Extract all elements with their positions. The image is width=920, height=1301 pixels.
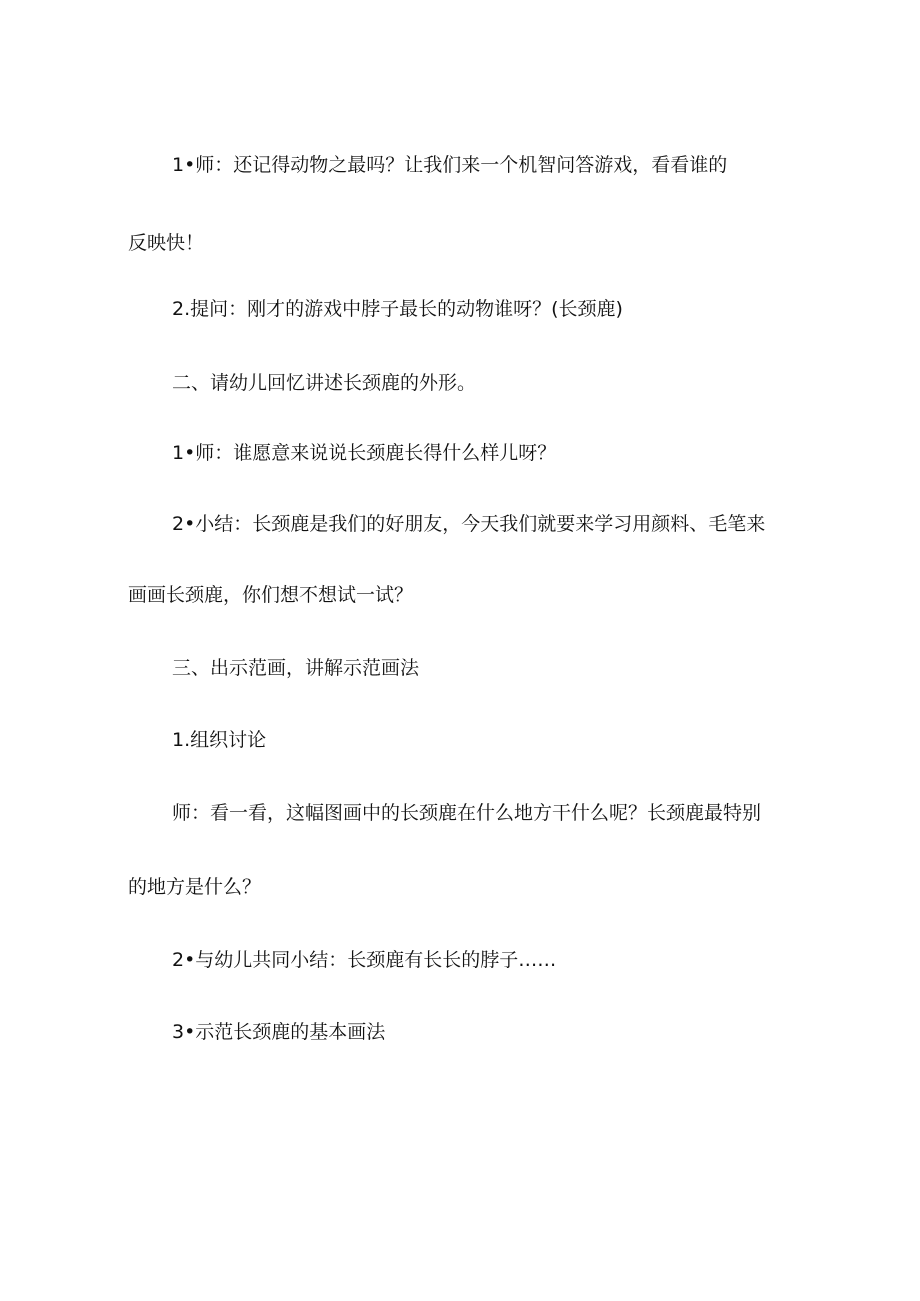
section-heading: 三、出示范画，讲解示范画法 (172, 657, 420, 679)
paragraph-line: 2•小结：长颈鹿是我们的好朋友，今天我们就要来学习用颜料、毛笔来 (172, 513, 766, 535)
paragraph-line: 师：看一看，这幅图画中的长颈鹿在什么地方干什么呢？长颈鹿最特别 (172, 802, 762, 824)
paragraph-line: 1•师：谁愿意来说说长颈鹿长得什么样儿呀？ (172, 442, 557, 464)
paragraph-line: 的地方是什么？ (128, 876, 262, 898)
paragraph-line: 画画长颈鹿，你们想不想试一试？ (128, 584, 414, 606)
paragraph-line: 3•示范长颈鹿的基本画法 (172, 1021, 386, 1043)
paragraph-line: 2.提问：刚才的游戏中脖子最长的动物谁呀？(长颈鹿) (172, 298, 623, 320)
section-heading: 二、请幼儿回忆讲述长颈鹿的外形。 (172, 372, 477, 394)
paragraph-line: 2•与幼儿共同小结：长颈鹿有长长的脖子…… (172, 949, 557, 971)
paragraph-line: 1•师：还记得动物之最吗？让我们来一个机智问答游戏，看看谁的 (172, 154, 728, 176)
paragraph-line: 1.组织讨论 (172, 729, 267, 751)
paragraph-line: 反映快！ (128, 232, 205, 254)
